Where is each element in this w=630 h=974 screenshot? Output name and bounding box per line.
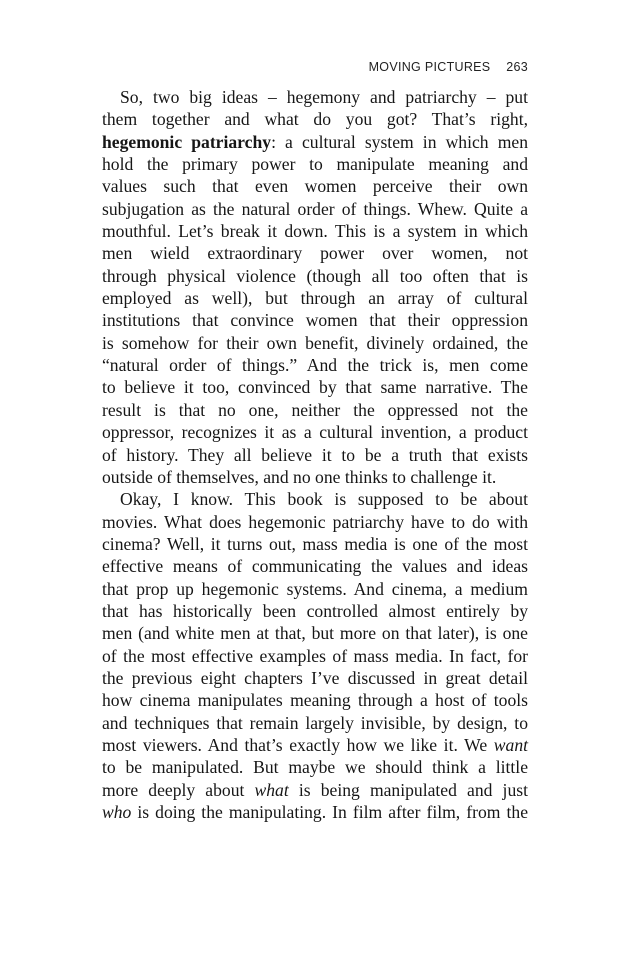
text-segment: is being manipulated and just (288, 779, 528, 800)
paragraph-movies (102, 488, 528, 823)
text-line: them together and what do you got? That’s right, (102, 109, 528, 130)
text-line: of the most effective examples of mass media. In fact, for (102, 645, 528, 666)
text-line: is somehow for their own benefit, divinely ordained, the (102, 332, 528, 353)
text-line: hold the primary power to manipulate meaning and (102, 154, 528, 175)
text-line (102, 734, 528, 756)
text-segment: most viewers. And that’s exactly how we like it. We (102, 734, 494, 755)
text-line: movies. What does hegemonic patriarchy have to do with (102, 511, 528, 532)
running-head (369, 60, 528, 74)
text-line: outside of themselves, and no one thinks to challenge it. (102, 466, 497, 487)
key-term: hegemonic patriarchy (102, 131, 272, 152)
text-line: result is that no one, neither the oppressed not the (102, 399, 528, 420)
text-line: Okay, I know. This book is supposed to be about (120, 489, 528, 510)
text-line: cinema? Well, it turns out, mass media is one of the most (102, 533, 528, 554)
text-line: of history. They all believe it to be a truth that exists (102, 444, 528, 465)
text-line: oppressor, recognizes it as a cultural invention, a product (102, 422, 528, 443)
text-line: mouthful. Let’s break it down. This is a system in which (102, 221, 528, 242)
running-title: MOVING PICTURES (368, 60, 491, 74)
emphasized-word: what (254, 779, 289, 800)
text-line: So, two big ideas – hegemony and patriarchy – put (120, 87, 528, 107)
text-segment: more deeply about (102, 779, 255, 800)
text-line: and techniques that remain largely invisible, by design, to (102, 712, 528, 733)
text-line: the previous eight chapters I’ve discussed in great detail (102, 667, 528, 688)
text-line: effective means of communicating the values and ideas (102, 556, 528, 577)
text-line: “natural order of things.” And the trick is, men come (102, 355, 528, 376)
text-line: institutions that convince women that their oppression (102, 310, 528, 331)
text-line: that prop up hegemonic systems. And cinema, a medium (102, 578, 528, 599)
text-line: through physical violence (though all too often that is (102, 265, 528, 286)
body-text (102, 86, 528, 823)
text-line: to believe it too, convinced by that same narrative. The (102, 377, 528, 398)
text-line: men (and white men at that, but more on that later), is one (102, 623, 528, 644)
text-line: subjugation as the natural order of things. Whew. Quite a (102, 198, 528, 219)
paragraph-hegemonic-patriarchy (102, 86, 528, 488)
text-line (102, 779, 528, 801)
page-number: 263 (506, 60, 528, 74)
text-segment: is doing the manipulating. In film after film, from the (131, 802, 528, 822)
text-line: that has historically been controlled almost entirely by (102, 600, 528, 621)
text-segment: : a cultural system in which men (271, 131, 528, 152)
text-line: employed as well), but through an array of cultural (102, 288, 528, 309)
text-line: how cinema manipulates meaning through a host of tools (102, 690, 528, 711)
emphasized-word: who (102, 802, 132, 822)
text-line: men wield extraordinary power over women, not (102, 243, 528, 264)
emphasized-word: want (493, 734, 528, 755)
text-line (102, 801, 528, 823)
text-line: values such that even women perceive their own (102, 176, 528, 197)
text-line (102, 131, 528, 153)
text-line: to be manipulated. But maybe we should think a little (102, 757, 528, 778)
